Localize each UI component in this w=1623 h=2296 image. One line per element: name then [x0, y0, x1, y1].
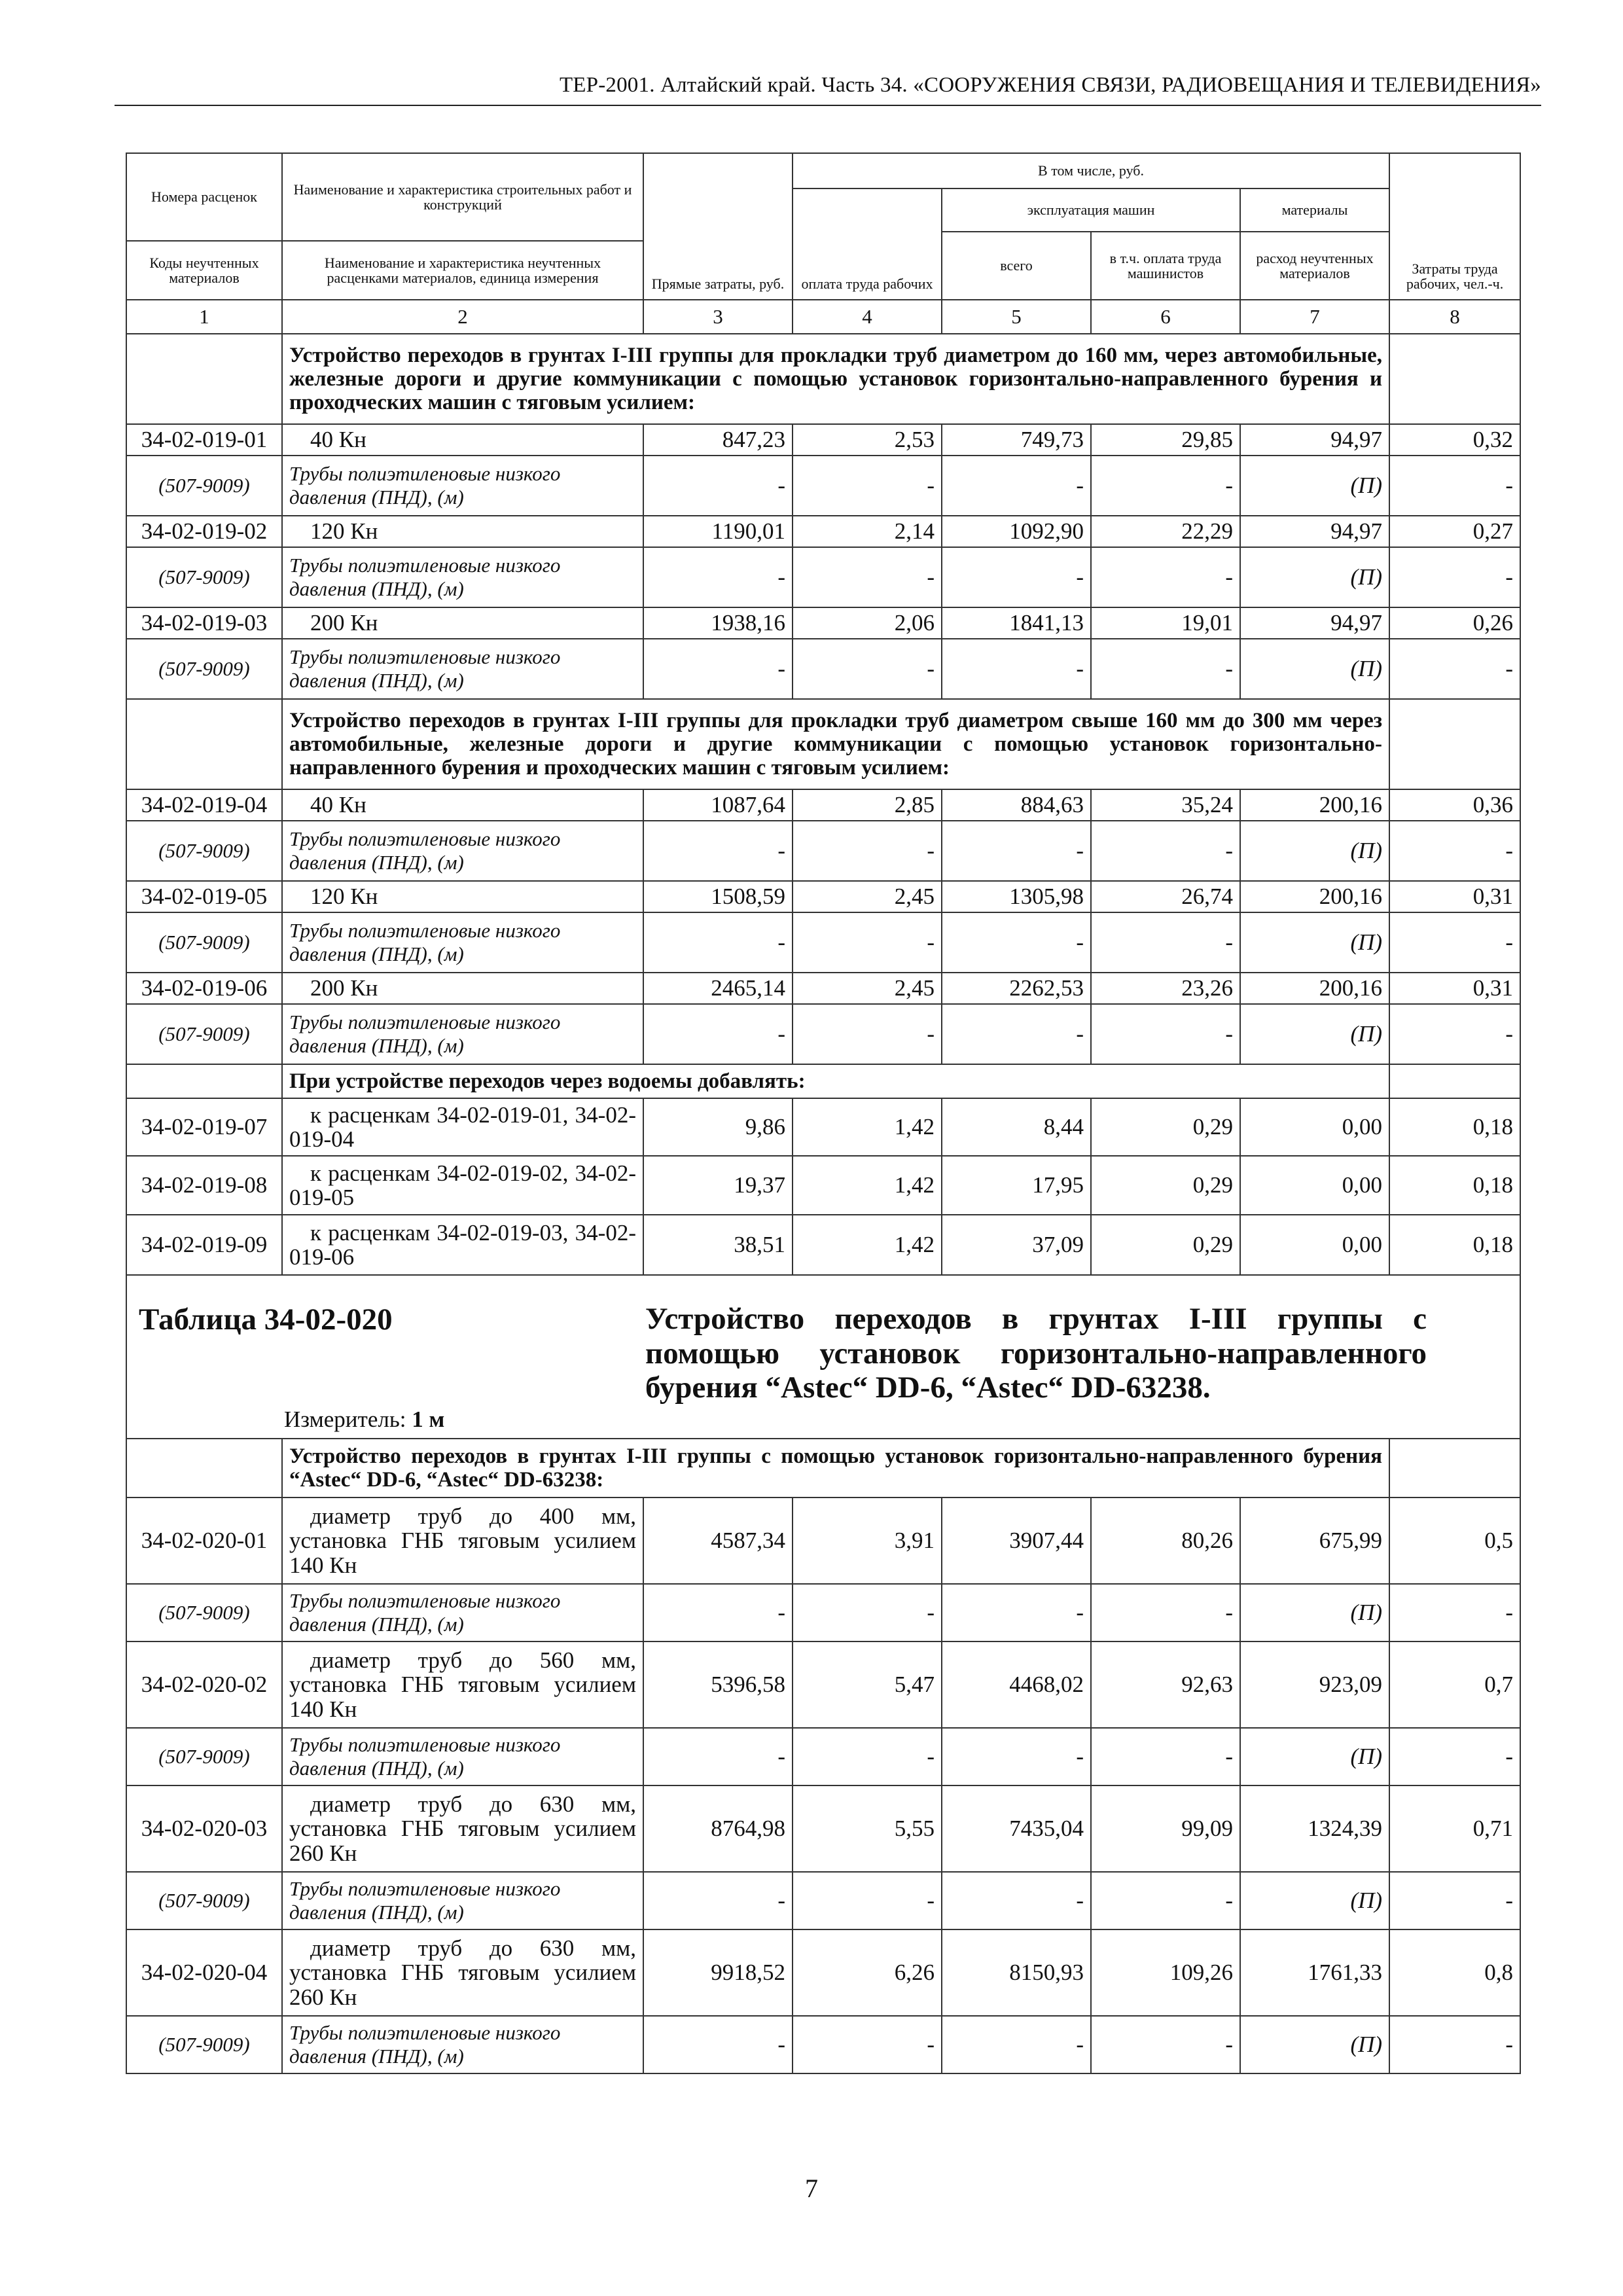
- material-name: Трубы полиэтиленовые низкого давления (ПНД), (м): [282, 912, 643, 973]
- labor-pay: 2,06: [793, 607, 942, 639]
- material-labor: -: [793, 456, 942, 516]
- machine-total: 749,73: [942, 424, 1091, 456]
- material-hours: -: [1389, 456, 1520, 516]
- rate-row: [126, 1156, 1520, 1215]
- material-code: (507-9009): [126, 2016, 282, 2073]
- section-spacer: [1389, 1064, 1520, 1098]
- rate-row: [126, 424, 1520, 456]
- hdr-material-consumption: расход неучтенных материалов: [1240, 232, 1389, 300]
- col-number: 8: [1389, 300, 1520, 334]
- col-number: 1: [126, 300, 282, 334]
- material-labor: -: [793, 2016, 942, 2073]
- material-direct: -: [643, 1004, 793, 1064]
- material-direct: -: [643, 456, 793, 516]
- material-code: (507-9009): [126, 821, 282, 881]
- labor-pay: 6,26: [793, 1929, 942, 2016]
- materials: 923,09: [1240, 1641, 1389, 1728]
- rate-row: [126, 1785, 1520, 1872]
- machine-total: 884,63: [942, 789, 1091, 821]
- rate-row: [126, 607, 1520, 639]
- rate-row: [126, 789, 1520, 821]
- material-operators: -: [1091, 547, 1240, 607]
- rate-row: [126, 973, 1520, 1004]
- col-number: 6: [1091, 300, 1240, 334]
- material-code: (507-9009): [126, 547, 282, 607]
- rate-code: 34-02-019-01: [126, 424, 282, 456]
- material-direct: -: [643, 639, 793, 699]
- direct-costs: 1508,59: [643, 881, 793, 912]
- labor-pay: 5,47: [793, 1641, 942, 1728]
- rate-row: [126, 516, 1520, 547]
- material-machine: -: [942, 456, 1091, 516]
- labor-hours: 0,18: [1389, 1215, 1520, 1275]
- col-number: 7: [1240, 300, 1389, 334]
- material-consumption: (П): [1240, 2016, 1389, 2073]
- labor-pay: 2,53: [793, 424, 942, 456]
- section-title: Устройство переходов в грунтах I-III группы с помощью установок горизонтально-направленного бурения “Astec“ DD-6, “Astec“ DD-63238:: [282, 1439, 1389, 1498]
- material-consumption: (П): [1240, 547, 1389, 607]
- rate-name: диаметр труб до 630 мм, установка ГНБ тяговым усилием 260 Кн: [282, 1785, 643, 1872]
- material-direct: -: [643, 547, 793, 607]
- material-consumption: (П): [1240, 821, 1389, 881]
- labor-hours: 0,7: [1389, 1641, 1520, 1728]
- operators-pay: 35,24: [1091, 789, 1240, 821]
- labor-hours: 0,31: [1389, 881, 1520, 912]
- rate-name: к расценкам 34-02-019-03, 34-02-019-06: [282, 1215, 643, 1275]
- rates-table: [126, 152, 1521, 2074]
- direct-costs: 5396,58: [643, 1641, 793, 1728]
- material-name: Трубы полиэтиленовые низкого давления (ПНД), (м): [282, 821, 643, 881]
- material-hours: -: [1389, 1004, 1520, 1064]
- material-labor: -: [793, 1872, 942, 1929]
- labor-pay: 5,55: [793, 1785, 942, 1872]
- material-machine: -: [942, 1584, 1091, 1641]
- hdr-work-name: Наименование и характеристика строительных работ и конструкций: [282, 153, 643, 241]
- material-consumption: (П): [1240, 912, 1389, 973]
- hdr-incl-operators: в т.ч. оплата труда машинистов: [1091, 232, 1240, 300]
- section-spacer: [1389, 1439, 1520, 1498]
- operators-pay: 26,74: [1091, 881, 1240, 912]
- material-labor: -: [793, 821, 942, 881]
- machine-total: 17,95: [942, 1156, 1091, 1215]
- operators-pay: 19,01: [1091, 607, 1240, 639]
- direct-costs: 4587,34: [643, 1498, 793, 1584]
- labor-hours: 0,36: [1389, 789, 1520, 821]
- rate-code: 34-02-019-06: [126, 973, 282, 1004]
- material-code: (507-9009): [126, 639, 282, 699]
- material-machine: -: [942, 2016, 1091, 2073]
- material-row: [126, 456, 1520, 516]
- rate-row: [126, 1098, 1520, 1156]
- operators-pay: 22,29: [1091, 516, 1240, 547]
- material-direct: -: [643, 2016, 793, 2073]
- material-hours: -: [1389, 912, 1520, 973]
- operators-pay: 109,26: [1091, 1929, 1240, 2016]
- operators-pay: 0,29: [1091, 1215, 1240, 1275]
- material-labor: -: [793, 1728, 942, 1785]
- col-number: 4: [793, 300, 942, 334]
- material-operators: -: [1091, 912, 1240, 973]
- rate-code: 34-02-020-01: [126, 1498, 282, 1584]
- labor-pay: 1,42: [793, 1215, 942, 1275]
- section-title: При устройстве переходов через водоемы добавлять:: [282, 1064, 1389, 1098]
- rate-name: к расценкам 34-02-019-02, 34-02-019-05: [282, 1156, 643, 1215]
- material-code: (507-9009): [126, 1872, 282, 1929]
- rate-code: 34-02-019-02: [126, 516, 282, 547]
- section-spacer: [126, 1439, 282, 1498]
- direct-costs: 1190,01: [643, 516, 793, 547]
- operators-pay: 29,85: [1091, 424, 1240, 456]
- hdr-including: В том числе, руб.: [793, 153, 1389, 188]
- machine-total: 3907,44: [942, 1498, 1091, 1584]
- material-row: [126, 821, 1520, 881]
- material-direct: -: [643, 912, 793, 973]
- material-direct: -: [643, 1728, 793, 1785]
- material-name: Трубы полиэтиленовые низкого давления (ПНД), (м): [282, 1728, 643, 1785]
- materials: 0,00: [1240, 1215, 1389, 1275]
- materials: 1324,39: [1240, 1785, 1389, 1872]
- material-code: (507-9009): [126, 1584, 282, 1641]
- material-name: Трубы полиэтиленовые низкого давления (ПНД), (м): [282, 456, 643, 516]
- labor-pay: 1,42: [793, 1098, 942, 1156]
- materials: 94,97: [1240, 607, 1389, 639]
- labor-pay: 3,91: [793, 1498, 942, 1584]
- rate-row: [126, 1215, 1520, 1275]
- hdr-labor-pay: оплата труда рабочих: [793, 188, 942, 300]
- direct-costs: 8764,98: [643, 1785, 793, 1872]
- material-labor: -: [793, 547, 942, 607]
- material-operators: -: [1091, 1004, 1240, 1064]
- material-direct: -: [643, 821, 793, 881]
- col-number: 5: [942, 300, 1091, 334]
- direct-costs: 2465,14: [643, 973, 793, 1004]
- rate-code: 34-02-019-04: [126, 789, 282, 821]
- labor-hours: 0,26: [1389, 607, 1520, 639]
- material-labor: -: [793, 1584, 942, 1641]
- material-labor: -: [793, 639, 942, 699]
- rate-code: 34-02-020-03: [126, 1785, 282, 1872]
- material-machine: -: [942, 912, 1091, 973]
- material-hours: -: [1389, 1728, 1520, 1785]
- material-operators: -: [1091, 2016, 1240, 2073]
- rate-name: диаметр труб до 630 мм, установка ГНБ тяговым усилием 260 Кн: [282, 1929, 643, 2016]
- material-code: (507-9009): [126, 1004, 282, 1064]
- materials: 675,99: [1240, 1498, 1389, 1584]
- labor-pay: 2,85: [793, 789, 942, 821]
- hdr-total: всего: [942, 232, 1091, 300]
- rate-name: 200 Кн: [282, 607, 643, 639]
- material-operators: -: [1091, 639, 1240, 699]
- material-hours: -: [1389, 2016, 1520, 2073]
- materials: 94,97: [1240, 424, 1389, 456]
- hdr-materials: материалы: [1240, 188, 1389, 232]
- labor-pay: 1,42: [793, 1156, 942, 1215]
- operators-pay: 0,29: [1091, 1098, 1240, 1156]
- material-hours: -: [1389, 1584, 1520, 1641]
- machine-total: 7435,04: [942, 1785, 1091, 1872]
- section-spacer: [126, 699, 282, 789]
- section-title: Устройство переходов в грунтах I-III группы для прокладки труб диаметром до 160 мм, через автомобильные, железные дороги и другие коммуникации с помощью установок горизонтально-направленного бурения и проходческих машин с тяговым усилием:: [282, 334, 1389, 424]
- material-hours: -: [1389, 639, 1520, 699]
- section-spacer: [1389, 699, 1520, 789]
- table-020-heading: [126, 1275, 1520, 1439]
- materials: 200,16: [1240, 789, 1389, 821]
- hdr-material-codes: Коды неучтенных материалов: [126, 241, 282, 300]
- rate-code: 34-02-020-02: [126, 1641, 282, 1728]
- rate-name: к расценкам 34-02-019-01, 34-02-019-04: [282, 1098, 643, 1156]
- material-operators: -: [1091, 456, 1240, 516]
- rate-code: 34-02-020-04: [126, 1929, 282, 2016]
- material-consumption: (П): [1240, 1004, 1389, 1064]
- material-code: (507-9009): [126, 912, 282, 973]
- material-consumption: (П): [1240, 639, 1389, 699]
- hdr-machine-operation: эксплуатация машин: [942, 188, 1240, 232]
- labor-pay: 2,45: [793, 973, 942, 1004]
- material-operators: -: [1091, 1584, 1240, 1641]
- material-code: (507-9009): [126, 1728, 282, 1785]
- machine-total: 2262,53: [942, 973, 1091, 1004]
- header-rule: [115, 105, 1541, 106]
- material-machine: -: [942, 1872, 1091, 1929]
- material-hours: -: [1389, 821, 1520, 881]
- rate-name: 120 Кн: [282, 516, 643, 547]
- rate-code: 34-02-019-08: [126, 1156, 282, 1215]
- hdr-material-name: Наименование и характеристика неучтенных расценками материалов, единица измерения: [282, 241, 643, 300]
- material-consumption: (П): [1240, 1872, 1389, 1929]
- material-row: [126, 912, 1520, 973]
- material-row: [126, 1584, 1520, 1641]
- col-number: 2: [282, 300, 643, 334]
- materials: 200,16: [1240, 973, 1389, 1004]
- material-direct: -: [643, 1872, 793, 1929]
- material-machine: -: [942, 821, 1091, 881]
- running-head: ТЕР-2001. Алтайский край. Часть 34. «СООРУЖЕНИЯ СВЯЗИ, РАДИОВЕЩАНИЯ И ТЕЛЕВИДЕНИЯ»: [559, 73, 1541, 97]
- direct-costs: 847,23: [643, 424, 793, 456]
- rate-name: 120 Кн: [282, 881, 643, 912]
- material-name: Трубы полиэтиленовые низкого давления (ПНД), (м): [282, 1004, 643, 1064]
- material-row: [126, 1872, 1520, 1929]
- direct-costs: 9918,52: [643, 1929, 793, 2016]
- labor-hours: 0,71: [1389, 1785, 1520, 1872]
- material-operators: -: [1091, 821, 1240, 881]
- section-title: Устройство переходов в грунтах I-III группы для прокладки труб диаметром свыше 160 мм до 300 мм через автомобильные, железные дороги и другие коммуникации с помощью установок горизонтально-направленного бурения и проходческих машин с тяговым усилием:: [282, 699, 1389, 789]
- hdr-direct-costs: Прямые затраты, руб.: [643, 153, 793, 300]
- machine-total: 1305,98: [942, 881, 1091, 912]
- material-name: Трубы полиэтиленовые низкого давления (ПНД), (м): [282, 547, 643, 607]
- table-020-measure: Измеритель: 1 м: [284, 1407, 445, 1432]
- labor-hours: 0,8: [1389, 1929, 1520, 2016]
- direct-costs: 19,37: [643, 1156, 793, 1215]
- material-hours: -: [1389, 547, 1520, 607]
- material-hours: -: [1389, 1872, 1520, 1929]
- material-direct: -: [643, 1584, 793, 1641]
- rate-name: диаметр труб до 560 мм, установка ГНБ тяговым усилием 140 Кн: [282, 1641, 643, 1728]
- material-row: [126, 639, 1520, 699]
- rate-code: 34-02-019-07: [126, 1098, 282, 1156]
- material-code: (507-9009): [126, 456, 282, 516]
- material-name: Трубы полиэтиленовые низкого давления (ПНД), (м): [282, 1584, 643, 1641]
- section-spacer: [126, 334, 282, 424]
- material-row: [126, 1004, 1520, 1064]
- material-labor: -: [793, 912, 942, 973]
- rate-row: [126, 881, 1520, 912]
- materials: 94,97: [1240, 516, 1389, 547]
- col-number: 3: [643, 300, 793, 334]
- rate-code: 34-02-019-05: [126, 881, 282, 912]
- materials: 1761,33: [1240, 1929, 1389, 2016]
- operators-pay: 0,29: [1091, 1156, 1240, 1215]
- rate-name: 40 Кн: [282, 424, 643, 456]
- material-labor: -: [793, 1004, 942, 1064]
- table-020-title: Устройство переходов в грунтах I-III группы с помощью установок горизонтально-направленного бурения “Astec“ DD-6, “Astec“ DD-63238.: [645, 1302, 1427, 1405]
- materials: 0,00: [1240, 1098, 1389, 1156]
- labor-hours: 0,31: [1389, 973, 1520, 1004]
- hdr-rate-numbers: Номера расценок: [126, 153, 282, 241]
- material-machine: -: [942, 639, 1091, 699]
- direct-costs: 38,51: [643, 1215, 793, 1275]
- hdr-labor-hours: Затраты труда рабочих, чел.-ч.: [1389, 153, 1520, 300]
- material-row: [126, 2016, 1520, 2073]
- operators-pay: 80,26: [1091, 1498, 1240, 1584]
- material-operators: -: [1091, 1728, 1240, 1785]
- material-name: Трубы полиэтиленовые низкого давления (ПНД), (м): [282, 2016, 643, 2073]
- labor-hours: 0,18: [1389, 1156, 1520, 1215]
- operators-pay: 92,63: [1091, 1641, 1240, 1728]
- machine-total: 8150,93: [942, 1929, 1091, 2016]
- section-spacer: [126, 1064, 282, 1098]
- rate-row: [126, 1498, 1520, 1584]
- direct-costs: 1087,64: [643, 789, 793, 821]
- material-row: [126, 1728, 1520, 1785]
- material-operators: -: [1091, 1872, 1240, 1929]
- machine-total: 8,44: [942, 1098, 1091, 1156]
- rate-row: [126, 1929, 1520, 2016]
- machine-total: 1092,90: [942, 516, 1091, 547]
- operators-pay: 99,09: [1091, 1785, 1240, 1872]
- operators-pay: 23,26: [1091, 973, 1240, 1004]
- table-020-label: Таблица 34-02-020: [139, 1302, 393, 1336]
- rate-row: [126, 1641, 1520, 1728]
- machine-total: 37,09: [942, 1215, 1091, 1275]
- materials: 0,00: [1240, 1156, 1389, 1215]
- material-machine: -: [942, 1004, 1091, 1064]
- labor-hours: 0,18: [1389, 1098, 1520, 1156]
- section-spacer: [1389, 334, 1520, 424]
- direct-costs: 9,86: [643, 1098, 793, 1156]
- material-consumption: (П): [1240, 1728, 1389, 1785]
- labor-hours: 0,5: [1389, 1498, 1520, 1584]
- labor-pay: 2,14: [793, 516, 942, 547]
- rate-name: диаметр труб до 400 мм, установка ГНБ тяговым усилием 140 Кн: [282, 1498, 643, 1584]
- labor-pay: 2,45: [793, 881, 942, 912]
- materials: 200,16: [1240, 881, 1389, 912]
- material-name: Трубы полиэтиленовые низкого давления (ПНД), (м): [282, 639, 643, 699]
- rate-code: 34-02-019-09: [126, 1215, 282, 1275]
- material-machine: -: [942, 547, 1091, 607]
- material-machine: -: [942, 1728, 1091, 1785]
- rate-name: 40 Кн: [282, 789, 643, 821]
- labor-hours: 0,32: [1389, 424, 1520, 456]
- material-name: Трубы полиэтиленовые низкого давления (ПНД), (м): [282, 1872, 643, 1929]
- material-row: [126, 547, 1520, 607]
- machine-total: 1841,13: [942, 607, 1091, 639]
- material-consumption: (П): [1240, 456, 1389, 516]
- rate-code: 34-02-019-03: [126, 607, 282, 639]
- rate-name: 200 Кн: [282, 973, 643, 1004]
- labor-hours: 0,27: [1389, 516, 1520, 547]
- direct-costs: 1938,16: [643, 607, 793, 639]
- machine-total: 4468,02: [942, 1641, 1091, 1728]
- page-number: 7: [805, 2174, 818, 2203]
- material-consumption: (П): [1240, 1584, 1389, 1641]
